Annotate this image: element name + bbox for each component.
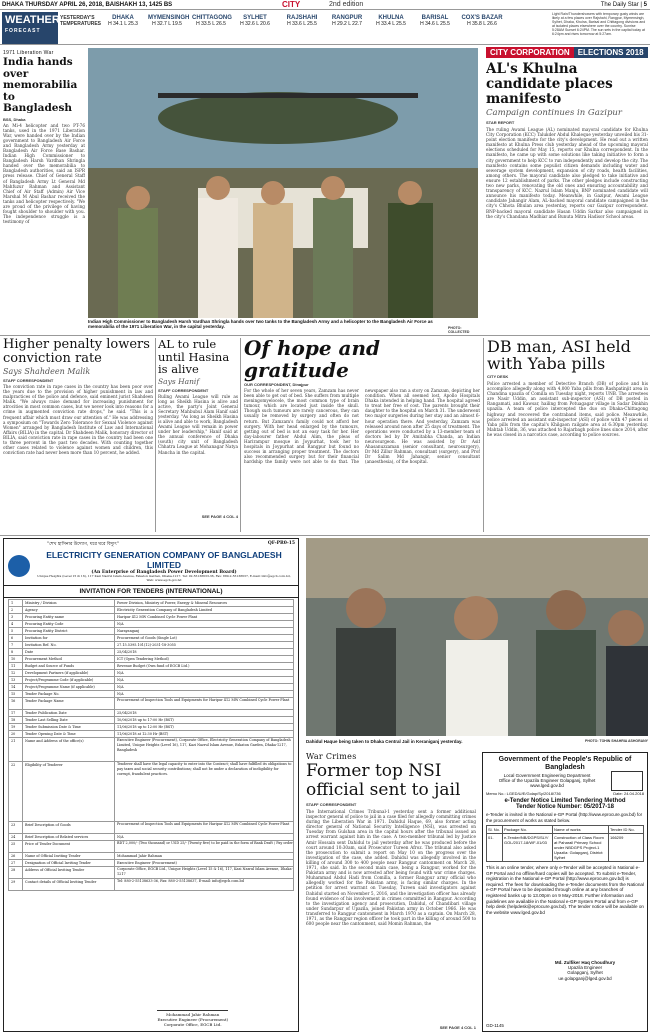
weather-city: BARISAL H 34.6 L 25.5 [420, 15, 450, 27]
story-byline: STAFF CORRESPONDENT [306, 802, 357, 807]
section-label: CITY CORPORATION [486, 47, 574, 58]
story-byline: CITY DESK [487, 374, 509, 379]
weather-city: COX'S BAZAR H 35.8 L 26.6 [461, 15, 503, 27]
khulna-story [486, 47, 648, 333]
ad-memo: Memo No.: LGED/U/E/Golap/Sy/2018/736 [486, 791, 561, 796]
memorabilia-photo [88, 48, 478, 318]
tender-row: 17 Tender Publication Date 25/04/2018 [9, 710, 293, 717]
story-subhead: Says Hanif [158, 376, 200, 386]
story-headline: Former top NSI official sent to jail [306, 761, 461, 800]
tender-row: 19 Tender Submission Date & Time 11/06/2018 up to 12:00 Hr (BST) [9, 724, 293, 731]
tender-row: 16 Tender Package Name Procurement of Inspection Tools and Equipments for Haripur 412 MW Combined Cycle Power Plant [9, 698, 293, 710]
tender-row: 4 Procuring Entity Code N/A [9, 621, 293, 628]
photo-illustration [306, 538, 648, 736]
tender-row: 14 Project/Programme Name (if applicable) N/A [9, 684, 293, 691]
table-row: 01. e-Tender/NB/DGPS/SLY/GOL/2017-18/WF-01/03 Construction of Class Room at Paharail Primary School under NBDGPS Project-1 Upazila: Golapganj, District: Sylhet 166209 [488, 835, 624, 860]
weather-city: RANGPUR H 29.2 L 22.7 [331, 15, 363, 27]
story-headline: Higher penalty lowers conviction rate [3, 338, 150, 366]
tender-row: 20 Tender Opening Date & Time 11/06/2018 at 12:30 Hr (BST) [9, 731, 293, 738]
divider [240, 338, 241, 532]
ad-web: www.lged.gov.bd [530, 783, 564, 788]
ad-intro: e-Tender is invited in the National e-GP Portal (http://www.eprocure.gov.bd) for the procurement of works as stated below. [486, 812, 643, 823]
weather-label: YESTERDAY'S TEMPERATURES [60, 15, 102, 27]
ad-body: This is an online tender, where only e-Tender will be accepted in National e-GP Portal and no offline/hard copies will be accepted. To submit e-Tender, registration in the National e-GP Portal (http://www.eprocure.gov.bd) is required. The fees for downloading the e-Tender documents from the National e-GP Portal have to be deposited through online at any branches of registered banks up to 13.00pm on 9 May-2018. Further information and guidelines are available in the National e-GP System Portal and from e-GP help desk (helpdesk@eprocure.gov.bd). The tender notice will be available on the website www.lged.gov.bd [486, 865, 644, 915]
tender-row: 29 Contact details of Official Inviting Tender Tel: 880-2-55138633-36, Fax: 880-2-55138637, E-mail: info@egcb.com.bd [9, 879, 293, 891]
ad-address: Unique Heights (Level 15 & 16), 117 Kazi Nazrul Islam Avenue, Eskaton Garden, Dhaka-1217. Tel: 02-55138633-36, Fax: 880-2-55138637, E-mail: info@egcb.com.bd, Web: www.egcb.gov.bd [37, 574, 291, 582]
ad-signature: Mohammad Jahir Rahman Executive Engineer (Procurement) Corporate Office, EGCB Ltd. [157, 997, 228, 1027]
story-byline: BSS, Dhaka [3, 116, 26, 122]
edition-label: 2nd edition [329, 1, 364, 8]
story-body: The International Crimes Tribunal-1 yesterday sent a former additional inspector general of police to jail in a case filed for allegedly committing crimes during the Liberation War in 1971. Dahidul Haque, 69, also former acting director general of National Security Intelligence (NSI), was arrested on Tuesday from Gulshan area in the capital hours after the tribunal issued an arrest warrant against him in the case. A two-member tribunal led by Justice Amir Hossain sent Dahidul to jail yesterday after he was produced before the court around 10:30am, said Prosecutor Tureen Afroz. The tribunal also asked the prosecution to submit a report on May 10 on the progress over the investigation of the case, she added. Dahidul was allegedly involved in the killing of around 300 to 400 people near Rangpur cantonment on March 28, 1971, she said. In the second main case, being a Rangpur, worked for the Pakistan army and is now arrested after being found with war crime charges. Muhammad Abdul Hadi from Comilla, a former Rangpur army official who allegedly worked for the Pakistan army, is facing similar charges. In the petition for arrest warrant on Tuesday, Tureen said investigators against Dahidul started on November 5, 2016, and the investigation officer has already found evidence of his involvement in crimes committed in Rangpur. According to the investigation agency and prosecution, Dahidul, of Chandibari village under Sundarpur of Upazila, joined Pakistan army in October 1966. He was transferred to Rangpur cantonment in March 1970 as a captain. On March 28, 1971, as the Rangpur region officer he took part in the killing of around 500 to 600 people near the cantonment, said Momin Rahman, the [306, 809, 476, 927]
tender-row: 8 Date 25/04/2018 [9, 649, 293, 656]
section-banner [486, 47, 648, 58]
section-label: ELECTIONS 2018 [574, 47, 648, 58]
tender-row: 28 Address of Official Inviting Tender Corporate Office, EGCB Ltd., Unique Heights (Level 15 & 16), 117, Kazi Nazrul Islam Avenue, Dhaka-1217 [9, 867, 293, 879]
tender-row: 11 Budget and Source of Funds Revenue Budget (Own fund of EGCB Ltd.) [9, 663, 293, 670]
ad-title: INVITATION FOR TENDERS (INTERNATIONAL) [4, 585, 298, 598]
egcb-logo-icon [8, 555, 30, 577]
photo-caption: Dahidul Haque being taken to Dhaka Central Jail in Keraniganj yesterday. [306, 739, 463, 744]
ad-code: QF-PR0-15 [267, 541, 295, 546]
ad-dept: Local Government Engineering Department [503, 773, 591, 778]
edition-date: DHAKA THURSDAY APRIL 26, 2018, BAISHAKH 13, 1425 BS [2, 1, 173, 8]
divider [0, 335, 650, 336]
story-jump: SEE PAGE 4 COL 4 [201, 513, 238, 519]
tender-row: 21 Name and Address of the office(s) Executive Engineer (Procurement), Corporate Office, Electricity Generation Company of Bangladesh Limited, Unique Heights (Level 16), 117, Kazi Nazrul Islam Avenue, Eskaton Garden, Dhaka-1217, Bangladesh [9, 738, 293, 762]
ad-memo-row [486, 791, 644, 796]
story-headline: AL's Khulna candidate places manifesto [486, 61, 613, 107]
story-body: The ruling Awami League (AL) nominated mayoral candidate for Khulna City Corporation (KCC) Talukder Abdul Khaleque yesterday unveiled his 31-point election manifesto for the city's development. He read out a written manifesto at Khulna Press club yesterday ahead of the upcoming mayoral elections scheduled for May 15, reports our Khulna correspondent. In the manifesto, he came up with some solutions like taking initiative to form a city government to help KCC to run independently and develop the city. The manifesto contains some populist citizen demands including water and sewerage system development, expansion of city roads, health facilities, among others. The mayoral candidate also pledged to take initiative and ensure 12 establishment of parks. The other pledges include constructing two new parks, renovating the old ones and ensuring accountability and transparency of KCC. Nazrul Islam Manju, BNP nominated candidate will announce his manifesto today. Meanwhile, in Gazipur, Awami League candidate Jahangir Alam, AL-backed mayoral candidate campaigned in the city's Chhota Bhulan area yesterday, reports our Gazipur correspondent. BNP-backed mayoral candidate Hasan Uddin Sarkar also campaigned in the city's Chandana Madhiar and Bunuta Mitra Hadisor School areas. [486, 127, 648, 219]
story-body: An Mi-4 helicopter and two PT-76 tanks, used in the 1971 Liberation War, were handed over by the Indian government to Bangladesh Air Force and Bangladesh Army yesterday at Bangladesh Air Force Base Bashar. Indian High Commissioner to Bangladesh Harsh Vardhan Shringla handed over the memorabilia to Bangladesh authorities, said an ISPR press release. Chief of General Staff of Bangladesh Army Lt General Md Mahfuzur Rahman and Assistant Chief of Air Staff (Admin) Air Vice Marshal M Abul Bashar received the tanks and helicopter respectively. "We are proud of the privilege of having fought shoulder to shoulder with you. The independence struggle is a testimony of [3, 122, 85, 225]
nsi-story [306, 752, 476, 1032]
ad-title: e-Tender Notice Limited Tendering Method [504, 798, 626, 804]
story-body: Ruling Awami League will rule as long as Sheikh Hasina is alive and active, the party's Joint General Secretary Mahbubul Alam Hanif said yesterday. "As long as Sheikh Hasina is alive and able to work, Bangladesh Awami League will remain in power under her leadership," Hanif said at the annual conference of Dhaka (south) city unit of Bangladesh Chhatra League at Mohanagar Natya Mancha in the capital. [158, 393, 238, 455]
ad-gd-code: GD-1145 [486, 1023, 504, 1028]
ad-org: ELECTRICITY GENERATION COMPANY OF BANGLADESH LIMITED [46, 550, 282, 570]
section-title: CITY [282, 0, 301, 9]
story-body: The conviction rate in rape cases in the country has been poor over the years due to the provision of higher punishment in law and malpractices of the police and defence, said eminent jurist Shahdeen Malik. "We always raise demand for increasing punishment for atrocities in most common cases, but we never look into reasons for a crime in augmented conviction rate drops," he said. "This is a frequent affair which must draw our attention of." He was addressing a symposium on "Towards Zero Tolerance for Sexual Violence against Women" arranged by Bangladesh Institute of Law and International Affairs (BILIA) in the capital. Dr Shahdeen Malik, honorary director of BILIA, said conviction rate in rape cases in the country had been one to three percent in the past two decades. With counting together other cases related to violence against women and children, this conviction rate had never been more than 10 percent, he added. [3, 384, 153, 456]
story-byline: STAFF CORRESPONDENT [158, 387, 209, 393]
story-headline: AL to rule until Hasina is alive [158, 338, 230, 376]
tender-row: 24 Brief Description of Related services N/A [9, 834, 293, 841]
story-byline: STAFF CORRESPONDENT [3, 378, 54, 383]
story-headline: DB man, ASI held with Yaba pills [487, 338, 631, 373]
tender-row: 6 Invitation for Procurement of Goods (Single Lot) [9, 635, 293, 642]
signature-mark [157, 997, 228, 1011]
india-story [3, 50, 85, 334]
weather-logo: WEATHER FORECAST [2, 12, 58, 44]
tender-row: 22 Eligibility of Tenderer Tenderer shall have the legal capacity to enter into the Contract; shall have fulfilled its obligations to pay taxes and social security contributions; shall not be under a declaration of ineligibility for corrupt, fraudulent practices. [9, 762, 293, 822]
weather-city: MYMENSINGH H 32.7 L 19.5 [148, 15, 190, 27]
story-kicker: War Crimes [306, 752, 357, 761]
ad-letterhead [4, 548, 298, 584]
lged-tender-ad [482, 752, 648, 1032]
tender-row: 26 Name of Official Inviting Tender Mohammad Jahir Rahman [9, 853, 293, 860]
story-subhead: Says Shahdeen Malik [3, 367, 91, 376]
story-body: For the whole of her seven years, Zamzam has never been able to get out of bed. She suffers from multiple meningomyelocele, the most common type of brain tumour, which are located just inside the skull. Though such tumours are rarely cancerous, they can usually be removed by surgery and often do not return. But Zamzam's family could not afford her surgery. With her head enlarged by the tumours, getting out of bed is not an easy task for her. Her day-labourer father Abdul Alim, the pleas of Harirampur mosque in Joypurhat, took her to hospitals in Joypurhat and Rangpur but found no success in arranging proper treatment. The doctors also recommended surgery but for their financial hardship the family were not able to do that. The newspaper also ran a story on Zamzam, depicting her condition. When all seemed lost, Apollo Hospitals Dhaka intended in helping hand. The hospital agreed to treat her free of cost. The parents brought their daughter to the hospital on March 31. The underwent two major surgeries during her stay and an almost 6-hour operation there. And yesterday, Zamzam was released around noon after 25 days of treatment. The operations were conducted by a 13-member team of doctors led by Dr Amitabha Chanda, an Indian neurosurgeon. He was assisted by Dr Asif Ahasanuzzaman (senior consultant, neurosurgery), Dr Md Zillur Rahman, consultant (surgery), and Prof Dr Salim Md Jahangir, senior consultant (anaesthesia), of the hospital. [244, 388, 480, 465]
tender-row: 18 Tender Last Selling Date 10/06/2018 up to 17:00 Hr (BST) [9, 717, 293, 724]
photo-caption: Indian High Commissioner to Bangladesh Harsh Vardhan Shringla hands over two tanks to the Bangladesh Army and a helicopter to the Bangladesh Air Force as memorabilia of the 1971 Liberation War, in the capital yesterday. [88, 319, 433, 330]
story-byline: STAR REPORT [486, 120, 515, 125]
penalty-story [3, 338, 153, 534]
story-subhead: Campaign continues in Gazipur [486, 108, 622, 118]
weather-city: KHULNA H 33.4 L 25.5 [376, 15, 406, 27]
tender-row: 2 Agency Electricity Generation Company of Bangladesh Limited [9, 607, 293, 614]
weather-city: SYLHET H 32.6 L 20.6 [240, 15, 270, 27]
tender-table [8, 599, 294, 891]
tender-row: 10 Procurement Method ICT (Open Tendering Method) [9, 656, 293, 663]
tender-row: 23 Brief Description of Goods Procurement of Inspection Tools and Equipments for Haripur 412 MW Combined Cycle Power Plant [9, 822, 293, 834]
tender-row: 27 Designation of Official Inviting Tender Executive Engineer (Procurement) [9, 860, 293, 867]
tender-row: 7 Invitation Ref. No. 27.15.5395.101(12)-2031-18-3055 [9, 642, 293, 649]
weather-strip [0, 11, 650, 45]
lged-table [486, 825, 644, 862]
db-story [487, 338, 648, 534]
tender-row: 3 Procuring Entity name Haripur 412 MW Combined Cycle Power Plant [9, 614, 293, 621]
jail-photo [306, 538, 648, 736]
ad-date: Date: 24.04.2018 [613, 791, 644, 796]
ad-motto: "শেখ হাসিনার উদ্যোগ, ঘরে ঘরে বিদ্যুৎ" [47, 542, 119, 547]
ad-top [4, 539, 298, 548]
tender-row: 15 Tender Package No. N/A [9, 691, 293, 698]
hope-story [244, 337, 480, 533]
photo-credit: PHOTO: TOHIN SHAHRIA ASHORANY [584, 739, 648, 743]
photo-credit: PHOTO: COLLECTED [448, 326, 470, 334]
tender-row: 12 Development Partners (if applicable) N/A [9, 670, 293, 677]
weather-city: DHAKA H 34.1 L 25.3 [108, 15, 138, 27]
story-body: Police arrested a member of Detective Branch (DB) of police and his accomplice allegedly along with 4,000 Yaba pills from Rashpatinjit area in Chandina upazila of Comilla on Tuesday night, reports UNB. The arrestees are Nasir Uddin, an assistant sub-inspector (ASI) of DB posted in Rangamati, and Kawsar, hailing from Potuagagar village in Sadar Dinkhin upazila. A team of police intercepted the duo on Dhaka-Chittagong highway and recovered the contraband items, said police. Meanwhile, police arrested an assistant sub-inspector (ASI) of police with 47 pieces of Yaba pills from the capital's Khilgaon railgate area at 6:30pm yesterday. Mahtab Uddin, 36, was attached to Rajarbagh police lines since 2014, after he was closed in a narcotics case, according to police sources. [487, 381, 648, 437]
divider [0, 535, 650, 536]
jail-caption-row [306, 739, 648, 747]
story-kicker: 1971 Liberation War [3, 50, 54, 56]
weather-note: Light Rain/Thundershowers with temporary gusty winds are likely at a few places over Rajshahi, Rangpur, Mymensingh, Sylhet, Dhaka, Khulna, Barisal and Chittagong divisions and at isolated places elsewhere over the country. Sunrise 5:28AM Sunset 6:24PM. The sun sets in the capital today at 6:24pm and rises tomorrow at 5:27am. [552, 12, 646, 37]
divider [483, 338, 484, 532]
table-header: Sl. No. Package No. Name of works Tender ID No. [487, 826, 643, 834]
divider [155, 338, 156, 532]
ad-signature: Md. Zulfiker Haq Choudhury Upazila Engineer Golapganj, Sylhet ue.golapganj@lged.gov.bd [554, 960, 616, 981]
story-jump: SEE PAGE 4 COL 1 [439, 1025, 476, 1030]
tender-row: 13 Project/Programme Code (if applicable) N/A [9, 677, 293, 684]
al-story [158, 338, 238, 534]
ad-logo-box [611, 771, 643, 791]
ad-govt: Government of the People's Republic of Bangladesh [498, 756, 632, 771]
story-byline: OUR CORRESPONDENT, Dinajpur [244, 382, 309, 387]
tender-row: 25 Price of Tender Document BDT 2,000/- (Two thousand) or USD 25/- (Twenty five) to be paid in the form of Bank Draft / Pay order [9, 841, 293, 853]
masthead: The Daily Star | 5 [600, 1, 647, 8]
story-headline: India hands over memorabilia to Bangladesh [3, 56, 78, 114]
egcb-tender-ad [3, 538, 299, 1032]
ad-org-sub: (An Enterprise of Bangladesh Power Development Board) [91, 570, 237, 575]
ad-subtitle: Tender Notice Number: 05/2017-18 [516, 804, 614, 810]
page-header [0, 0, 650, 10]
weather-city: RAJSHAHI H 33.6 L 25.5 [286, 15, 318, 27]
weather-city: CHITTAGONG H 33.5 L 26.5 [192, 15, 232, 27]
tender-row: 1 Ministry / Division Power Division, Ministry of Power, Energy & Mineral Resources [9, 600, 293, 607]
photo-illustration [88, 48, 478, 318]
tender-row: 5 Procuring Entity District Narayanganj [9, 628, 293, 635]
story-headline: Of hope and gratitude [244, 337, 381, 382]
ad-office: Office of the Upazila Engineer Golapganj, Sylhet [498, 778, 596, 783]
